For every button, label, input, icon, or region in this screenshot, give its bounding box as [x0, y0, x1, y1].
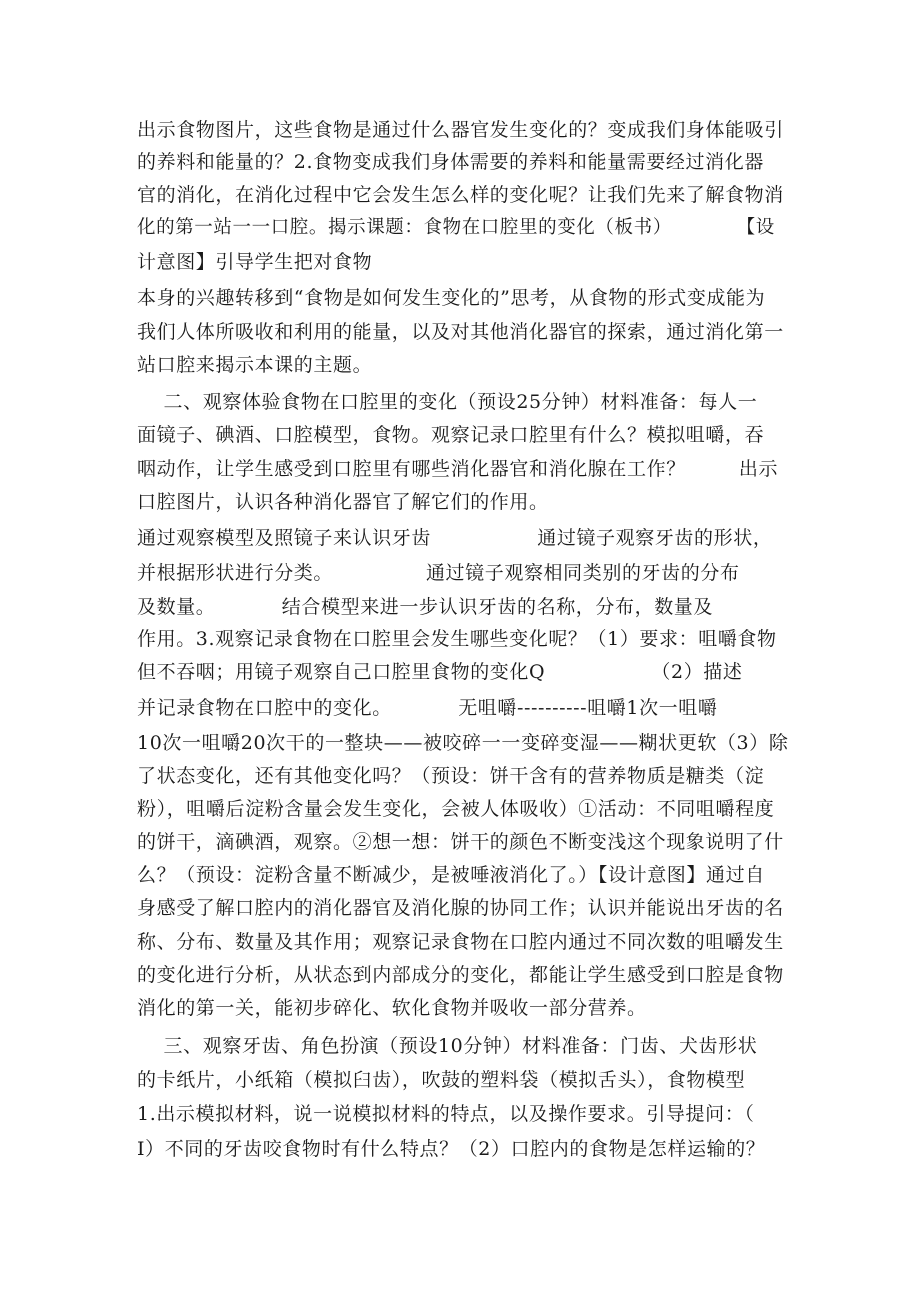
text-line: 了状态变化，还有其他变化吗？（预设：饼干含有的营养物质是糖类（淀 [137, 765, 765, 787]
text-line: 粉），咀嚼后淀粉含量会发生变化，会被人体吸收）①活动：不同咀嚼程度 [137, 798, 775, 820]
text-line: 官的消化，在消化过程中它会发生怎么样的变化呢？让我们先来了解食物消 [137, 184, 784, 206]
text-line: 称、分布、数量及其作用；观察记录食物在口腔内通过不同次数的咀嚼发生 [137, 931, 784, 953]
text-line: 1.出示模拟材料，说一说模拟材料的特点，以及操作要求。引导提问：（ [137, 1103, 755, 1125]
text-line: 化的第一站一一口腔。揭示课题：食物在口腔里的变化（板书） 【设 [137, 217, 775, 238]
text-line: 消化的第一关，能初步碎化、软化食物并吸收一部分营养。 [137, 997, 647, 1019]
text-line: 二、观察体验食物在口腔里的变化（预设25分钟）材料准备：每人一 [137, 391, 758, 413]
text-line: 面镜子、碘酒、口腔模型，食物。观察记录口腔里有什么？模拟咀嚼，吞 [137, 424, 765, 446]
text-line: 出示食物图片，这些食物是通过什么器官发生变化的？变成我们身体能吸引 [137, 119, 784, 141]
text-line: I）不同的牙齿咬食物时有什么特点？（2）口腔内的食物是怎样运输的？ [137, 1138, 766, 1160]
text-line: 口腔图片，认识各种消化器官了解它们的作用。 [137, 491, 549, 513]
text-line: 三、观察牙齿、角色扮演（预设10分钟）材料准备：门齿、犬齿形状 [137, 1035, 758, 1057]
text-line: 的卡纸片，小纸箱（模拟臼齿），吹鼓的塑料袋（模拟舌头），食物模型 [137, 1069, 746, 1091]
text-line: 身感受了解口腔内的消化器官及消化腺的协同工作；认识并能说出牙齿的名 [137, 897, 784, 919]
text-line: 并根据形状进行分类。 通过镜子观察相同类别的牙齿的分布 [137, 562, 740, 584]
text-line: 的饼干，滴碘酒，观察。②想一想：饼干的颜色不断变浅这个现象说明了什 [137, 831, 784, 853]
text-line: 并记录食物在口腔中的变化。 无咀嚼----------咀嚼1次一咀嚼 [137, 697, 718, 719]
text-line: 么？（预设：淀粉含量不断减少，是被唾液消化了。）【设计意图】通过自 [137, 864, 765, 886]
text-line: 咽动作，让学生感受到口腔里有哪些消化器官和消化腺在工作？ 出示 [137, 458, 779, 480]
text-line: 作用。3.观察记录食物在口腔里会发生哪些变化呢？（1）要求：咀嚼食物 [137, 628, 777, 650]
text-line: 及数量。 结合模型来进一步认识牙齿的名称，分布，数量及 [137, 596, 713, 618]
text-line: 的变化进行分析，从状态到内部成分的变化，都能让学生感受到口腔是食物 [137, 964, 784, 986]
text-line: 我们人体所吸收和利用的能量，以及对其他消化器官的探索，通过消化第一 [137, 321, 784, 343]
text-line: 站口腔来揭示本课的主题。 [137, 354, 373, 376]
text-line: 但不吞咽；用镜子观察自己口腔里食物的变化Q （2）描述 [137, 661, 743, 683]
text-line: 本身的兴趣转移到“食物是如何发生变化的”思考，从食物的形式变成能为 [137, 287, 766, 309]
text-line: 通过观察模型及照镜子来认识牙齿 通过镜子观察牙齿的形状， [137, 527, 773, 549]
text-line: 10次一咀嚼20次干的一整块——被咬碎一一变碎变湿——糊状更软（3）除 [137, 732, 789, 754]
text-line: 计意图】引导学生把对食物 [137, 251, 373, 273]
text-line: 的养料和能量的？2.食物变成我们身体需要的养料和能量需要经过消化器 [137, 151, 764, 173]
